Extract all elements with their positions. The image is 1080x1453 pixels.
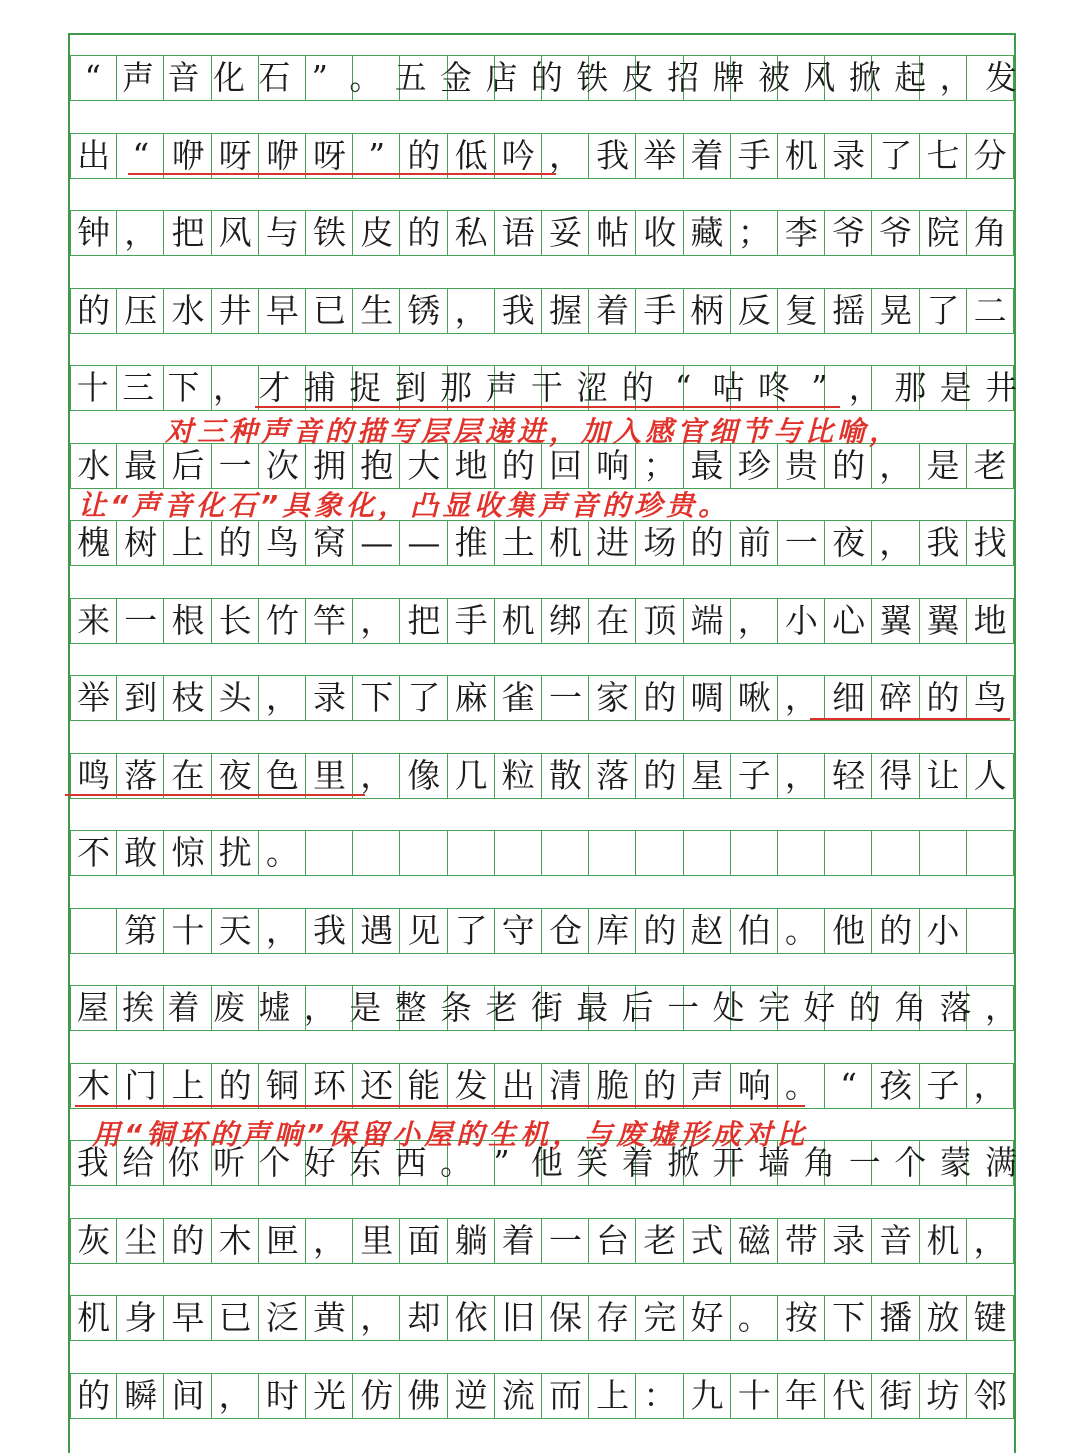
line-text: 灰 尘 的 木 匣 ， 里 面 躺 着 一 台 老 式 磁 带 录 音 机 ， <box>77 1220 1007 1260</box>
grid-cell <box>778 830 825 876</box>
grid-row <box>70 288 1014 334</box>
line-text: 不 敢 惊 扰 。 <box>77 833 299 872</box>
grid-row <box>70 1373 1014 1419</box>
annotation-note-2: 让“声音化石”具象化，凸显收集声音的珍贵。 <box>78 489 731 522</box>
grid-row <box>70 675 1014 721</box>
underline-mark <box>128 173 556 175</box>
grid-cell <box>542 830 589 876</box>
underline-mark <box>810 718 1010 720</box>
grid-row <box>70 1218 1014 1264</box>
grid-row <box>70 133 1014 179</box>
grid-row <box>70 365 1017 411</box>
grid-row <box>70 55 1017 101</box>
grid-row <box>70 985 1017 1031</box>
line-text: “ 声 音 化 石 ” 。 五 金 店 的 铁 皮 招 牌 被 风 掀 起 ， 发 <box>84 58 1017 97</box>
grid-row <box>70 210 1014 256</box>
line-text: 机 身 早 已 泛 黄 ， 却 依 旧 保 存 完 好 。 按 下 播 放 键 <box>77 1298 1007 1337</box>
line-text: 槐 树 上 的 鸟 窝 — — 推 土 机 进 场 的 前 一 夜 ， 我 找 <box>77 523 1007 562</box>
line-text: 的 压 水 井 早 已 生 锈 ， 我 握 着 手 柄 反 复 摇 晃 了 二 <box>77 290 1007 330</box>
line-text: 出 “ 咿 呀 咿 呀 ” 的 低 吟 ， 我 举 着 手 机 录 了 七 分 <box>77 135 1007 175</box>
grid-row <box>70 753 1014 799</box>
grid-row <box>70 1295 1014 1341</box>
line-text: 水 最 后 一 次 拥 抱 大 地 的 回 响 ； 最 珍 贵 的 ， 是 老 <box>77 445 1007 485</box>
grid-cell <box>400 830 447 876</box>
line-text: 第 十 天 ， 我 遇 见 了 守 仓 库 的 赵 伯 。 他 的 小 <box>124 910 960 950</box>
underline-mark <box>65 794 365 796</box>
grid-cell <box>495 830 542 876</box>
line-text: 木 门 上 的 铜 环 还 能 发 出 清 脆 的 声 响 。 “ 孩 子 ， <box>77 1065 1007 1105</box>
grid-cell <box>306 830 353 876</box>
grid-row <box>70 520 1014 566</box>
line-text: 的 瞬 间 ， 时 光 仿 佛 逆 流 而 上 ： 九 十 年 代 街 坊 邻 <box>77 1375 1007 1415</box>
grid-cell <box>731 830 778 876</box>
grid-cell <box>920 830 967 876</box>
grid-row <box>70 598 1014 644</box>
grid-cell <box>353 830 400 876</box>
grid-cell <box>967 908 1014 954</box>
grid-cell <box>448 830 495 876</box>
grid-cell <box>684 830 731 876</box>
line-text: 钟 ， 把 风 与 铁 皮 的 私 语 妥 帖 收 藏 ； 李 爷 爷 院 角 <box>77 213 1007 252</box>
grid-cell <box>967 830 1014 876</box>
line-text: 来 一 根 长 竹 竿 ， 把 手 机 绑 在 顶 端 ， 小 心 翼 翼 地 <box>77 600 1007 640</box>
grid-cell <box>825 830 872 876</box>
grid-row <box>70 830 1014 876</box>
annotation-note-3: 用“铜环的声响”保留小屋的生机，与废墟形成对比 <box>92 1118 809 1151</box>
grid-row <box>70 908 1014 954</box>
line-text: 十 三 下 ， 才 捕 捉 到 那 声 干 涩 的 “ 咕 咚 ” ， 那 是 井 <box>76 368 1017 407</box>
line-text: 举 到 枝 头 ， 录 下 了 麻 雀 一 家 的 啁 啾 ， 细 碎 的 鸟 <box>77 678 1007 717</box>
underline-mark <box>75 1105 805 1107</box>
line-text: 我 给 你 听 个 好 东 西 。 ” 他 笑 着 掀 开 墙 角 一 个 蒙 满 <box>76 1143 1017 1182</box>
line-text: 鸣 落 在 夜 色 里 ， 像 几 粒 散 落 的 星 子 ， 轻 得 让 人 <box>77 755 1007 795</box>
grid-cell <box>589 830 636 876</box>
underline-mark <box>255 406 840 408</box>
grid-cell <box>872 830 919 876</box>
annotation-note-1: 对三种声音的描写层层递进，加入感官细节与比喻， <box>165 415 902 448</box>
grid-row <box>70 1063 1014 1109</box>
grid-cell <box>636 830 683 876</box>
line-text: 屋 挨 着 废 墟 ， 是 整 条 老 街 最 后 一 处 完 好 的 角 落 ， <box>76 988 1017 1027</box>
